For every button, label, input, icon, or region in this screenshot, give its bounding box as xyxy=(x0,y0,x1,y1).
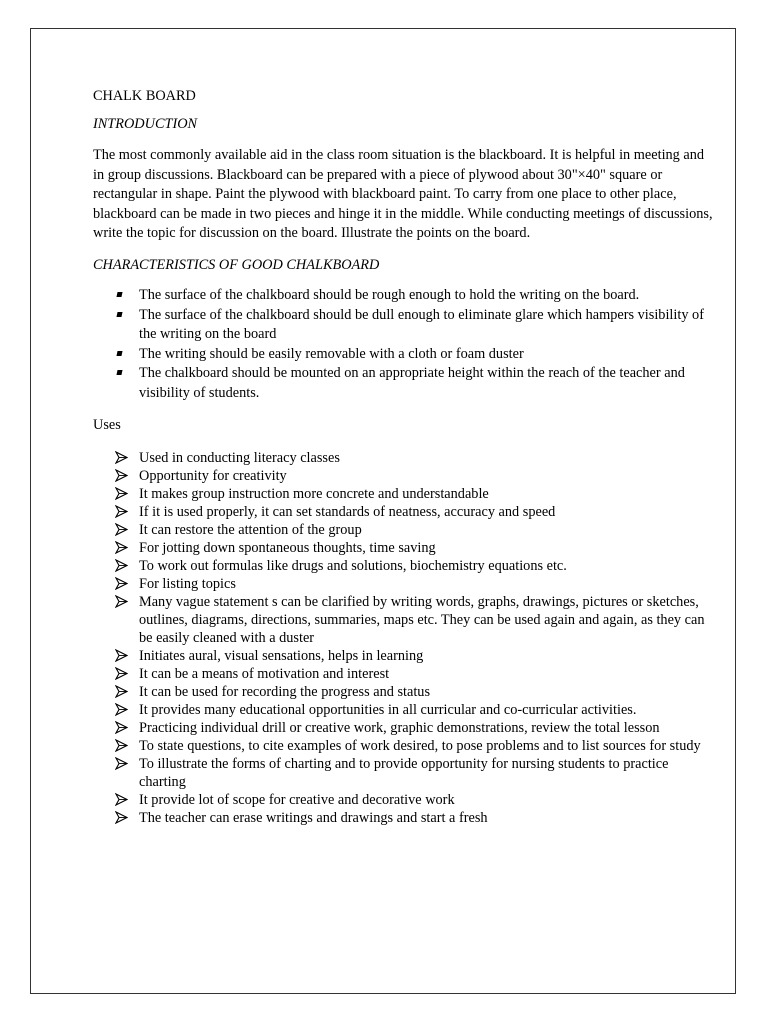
arrow-bullet-icon xyxy=(115,649,128,662)
arrow-bullet-icon xyxy=(115,541,128,554)
uses-item: To work out formulas like drugs and solutions, biochemistry equations etc. xyxy=(93,557,715,575)
arrow-bullet-icon xyxy=(115,757,128,770)
uses-item: For jotting down spontaneous thoughts, time saving xyxy=(93,539,715,557)
uses-item: It can restore the attention of the group xyxy=(93,521,715,539)
uses-item: Opportunity for creativity xyxy=(93,467,715,485)
uses-item: It provides many educational opportunities in all curricular and co-curricular activities. xyxy=(93,701,715,719)
characteristics-list xyxy=(93,286,715,403)
characteristics-item: The chalkboard should be mounted on an appropriate height within the reach of the teacher and visibility of students. xyxy=(93,364,715,403)
arrow-bullet-icon xyxy=(115,559,128,572)
uses-item: Used in conducting literacy classes xyxy=(93,449,715,467)
arrow-bullet-icon xyxy=(115,595,128,608)
uses-item: If it is used properly, it can set standards of neatness, accuracy and speed xyxy=(93,503,715,521)
uses-item: It makes group instruction more concrete and understandable xyxy=(93,485,715,503)
square-bullet-icon xyxy=(116,312,122,317)
uses-list xyxy=(93,449,715,827)
uses-item: Practicing individual drill or creative work, graphic demonstrations, review the total lesson xyxy=(93,719,715,737)
square-bullet-icon xyxy=(116,370,122,375)
arrow-bullet-icon xyxy=(115,577,128,590)
introduction-heading: INTRODUCTION xyxy=(93,115,198,132)
arrow-bullet-icon xyxy=(115,811,128,824)
uses-item: To illustrate the forms of charting and to provide opportunity for nursing students to practice charting xyxy=(93,755,715,791)
document-content xyxy=(93,87,715,827)
characteristics-item: The surface of the chalkboard should be rough enough to hold the writing on the board. xyxy=(93,286,715,306)
characteristics-heading: CHARACTERISTICS OF GOOD CHALKBOARD xyxy=(93,256,380,273)
uses-item: For listing topics xyxy=(93,575,715,593)
characteristics-item: The writing should be easily removable with a cloth or foam duster xyxy=(93,345,715,365)
arrow-bullet-icon xyxy=(115,721,128,734)
arrow-bullet-icon xyxy=(115,451,128,464)
uses-item: It can be a means of motivation and interest xyxy=(93,665,715,683)
square-bullet-icon xyxy=(116,351,122,356)
document-title: CHALK BOARD xyxy=(93,88,196,104)
arrow-bullet-icon xyxy=(115,523,128,536)
uses-item: Many vague statement s can be clarified by writing words, graphs, drawings, pictures or sketches, outlines, diagrams, directions, summaries, maps etc. They can be used again and again, as they can be easily cleaned with a duster xyxy=(93,593,715,647)
uses-item: Initiates aural, visual sensations, helps in learning xyxy=(93,647,715,665)
uses-item: To state questions, to cite examples of work desired, to pose problems and to list sources for study xyxy=(93,737,715,755)
arrow-bullet-icon xyxy=(115,667,128,680)
uses-item: The teacher can erase writings and drawings and start a fresh xyxy=(93,809,715,827)
arrow-bullet-icon xyxy=(115,487,128,500)
uses-heading: Uses xyxy=(93,417,121,433)
arrow-bullet-icon xyxy=(115,793,128,806)
arrow-bullet-icon xyxy=(115,685,128,698)
uses-item: It can be used for recording the progress and status xyxy=(93,683,715,701)
document-page xyxy=(30,28,736,994)
arrow-bullet-icon xyxy=(115,739,128,752)
arrow-bullet-icon xyxy=(115,469,128,482)
square-bullet-icon xyxy=(116,292,122,297)
arrow-bullet-icon xyxy=(115,703,128,716)
introduction-paragraph: The most commonly available aid in the class room situation is the blackboard. It is helpful in meeting and in group discussions. Blackboard can be prepared with a piece of plywood about 30"×40" square or rectangular in shape. Paint the plywood with blackboard paint. To carry from one place to other place, blackboard can be made in two pieces and hinge it in the middle. While conducting meetings of discussions, write the topic for discussion on the board. Illustrate the points on the board. xyxy=(93,147,713,241)
characteristics-item: The surface of the chalkboard should be dull enough to eliminate glare which hampers visibility of the writing on the board xyxy=(93,306,715,345)
arrow-bullet-icon xyxy=(115,505,128,518)
uses-item: It provide lot of scope for creative and decorative work xyxy=(93,791,715,809)
